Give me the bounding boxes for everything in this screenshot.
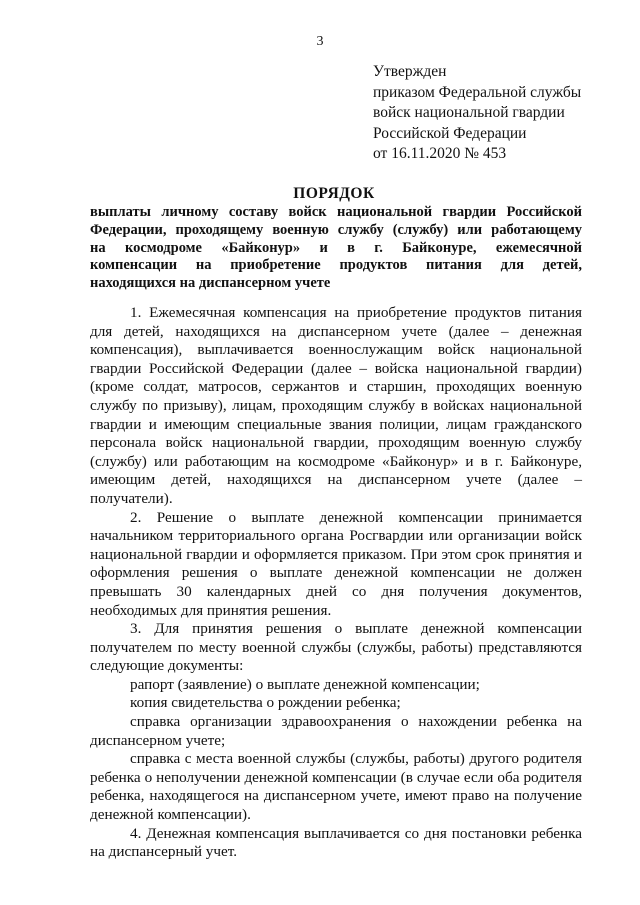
document-list-item: копия свидетельства о рождении ребенка; bbox=[130, 694, 401, 712]
subtitle-line: Федерации, проходящему военную службу (службу) или работающему bbox=[90, 221, 582, 238]
subtitle-line: выплаты личному составу войск национальной гвардии Российской bbox=[90, 204, 582, 220]
approval-line: Утвержден bbox=[373, 63, 447, 80]
document-list-item: справка с места военной службы (службы, работы) другого родителя ребенка о неполучении денежной компенсации (в случае если оба родителя ребенка, находящегося на диспансерном учете, имеют право на получение денежной компенсации). bbox=[90, 750, 582, 824]
approval-line: войск национальной гвардии bbox=[373, 104, 565, 121]
document-list-item: рапорт (заявление) о выплате денежной компенсации; bbox=[130, 675, 480, 693]
approval-line: от 16.11.2020 № 453 bbox=[373, 145, 507, 162]
approval-line: приказом Федеральной службы bbox=[373, 83, 582, 101]
paragraph-3: 3. Для принятия решения о выплате денежной компенсации получателем по месту военной службы (службы, работы) представляются следующие документы: bbox=[90, 620, 582, 675]
paragraph-4: 4. Денежная компенсация выплачивается со дня постановки ребенка на диспансерный учет. bbox=[90, 824, 582, 861]
subtitle-line: на космодроме «Байконур» и в г. Байконуре, ежемесячной bbox=[90, 239, 582, 256]
approval-line: Российской Федерации bbox=[373, 124, 527, 142]
approval-block bbox=[373, 62, 581, 165]
document-subtitle bbox=[90, 204, 582, 293]
document-list-item: справка организации здравоохранения о нахождении ребенка на диспансерном учете; bbox=[90, 713, 582, 749]
subtitle-line: находящихся на диспансерном учете bbox=[90, 275, 331, 292]
subtitle-line: компенсации на приобретение продуктов питания для детей, bbox=[90, 257, 582, 274]
page-number: 3 bbox=[316, 34, 324, 49]
document-body bbox=[90, 304, 582, 862]
paragraph-1: 1. Ежемесячная компенсация на приобретение продуктов питания для детей, находящихся на диспансерном учете (далее – денежная компенсация), выплачивается военнослужащим войск национальной гвардии Российской Федерации (далее – войска национальной гвардии) (кроме солдат, матросов, сержантов и старшин, проходящих военную службу по призыву), лицам, проходящим службу в войсках национальной гвардии и имеющим специальные звания полиции, лицам гражданского персонала войск национальной гвардии, проходящим военную службу (службу) или работающим на космодроме «Байконур» и в г. Байконуре, имеющим детей, находящихся на диспансерном учете (далее – получатели). bbox=[90, 304, 582, 507]
paragraph-2: 2. Решение о выплате денежной компенсации принимается начальником территориального органа Росгвардии или организации войск национальной гвардии и оформляется приказом. При этом срок принятия и оформления решения о выплате денежной компенсации не должен превышать 30 календарных дней со дня получения документов, необходимых для принятия решения. bbox=[90, 508, 582, 619]
document-title: ПОРЯДОК bbox=[293, 185, 375, 202]
